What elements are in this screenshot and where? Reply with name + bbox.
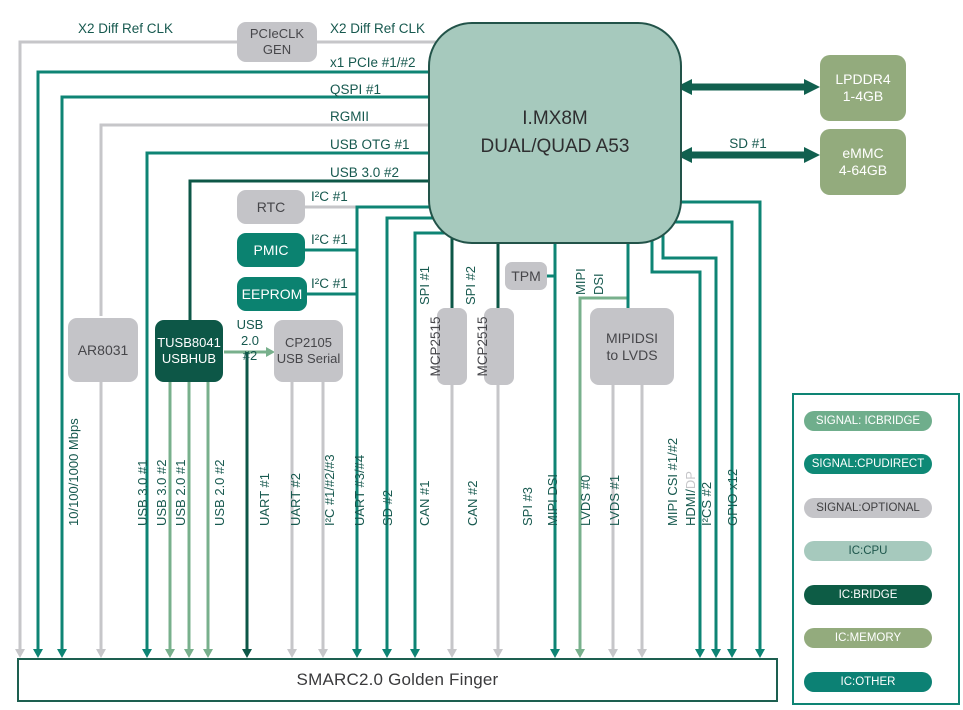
mipidsi-to-lvds-box: MIPIDSI to LVDS (590, 308, 674, 385)
mipi-dsi-bus-label-line2: DSI (591, 273, 606, 295)
lvds0-label: LVDS #0 (578, 474, 593, 526)
spi3-label: SPI #3 (520, 486, 535, 526)
gpio-label: GPIO x12 (725, 468, 740, 526)
mcp2515-label-2: MCP2515 (475, 316, 490, 377)
sd2-label: SD #2 (380, 489, 395, 526)
mcp2515-label-1: MCP2515 (428, 316, 443, 377)
i2c-rtc-label: I²C #1 (311, 189, 348, 204)
legend-ic-memory: IC:MEMORY (804, 628, 932, 648)
pmic-box: PMIC (237, 233, 305, 267)
usb20-1-label: USB 2.0 #1 (173, 459, 188, 526)
tusb8041-hub-box: TUSB8041 USBHUB (155, 320, 223, 382)
usb30-1-label: USB 3.0 #1 (135, 459, 150, 526)
usb-otg-label: USB OTG #1 (330, 137, 410, 152)
tpm-box: TPM (505, 262, 547, 290)
x2-diff-ref-clk-right-label: X2 Diff Ref CLK (330, 21, 426, 36)
mipicsi-label: MIPI CSI #1/#2 (665, 437, 680, 526)
cp2105-box: CP2105 USB Serial (274, 320, 343, 382)
rtc-box: RTC (237, 190, 305, 224)
rgmii-label: RGMII (330, 109, 369, 124)
i2c-eeprom-label: I²C #1 (311, 276, 348, 291)
cpu-box: I.MX8M DUAL/QUAD A53 (428, 22, 682, 244)
legend-signal-cpudirect: SIGNAL:CPUDIRECT (804, 454, 932, 474)
lpddr4-box: LPDDR4 1-4GB (820, 55, 906, 121)
spi2-label: SPI #2 (463, 265, 478, 305)
mbps-label: 10/100/1000 Mbps (66, 418, 81, 526)
mipidsi-bottom-label: MIPI DSI (545, 473, 560, 526)
i2c123-label: I²C #1/#2/#3 (322, 454, 337, 526)
can1-label: CAN #1 (417, 480, 432, 526)
hdmi-dp-label: HDMI/DP (683, 471, 698, 526)
legend-ic-bridge: IC:BRIDGE (804, 585, 932, 605)
sd1-label: SD #1 (729, 136, 767, 151)
spi1-label: SPI #1 (417, 265, 432, 305)
ar8031-box: AR8031 (68, 318, 138, 382)
smarc-golden-finger: SMARC2.0 Golden Finger (17, 658, 778, 702)
usb30-2-label: USB 3.0 #2 (154, 459, 169, 526)
emmc-box: eMMC 4-64GB (820, 129, 906, 195)
i2c-pmic-label: I²C #1 (311, 232, 348, 247)
usb20-2-label: USB 2.0 #2 (212, 459, 227, 526)
uart1-label: UART #1 (257, 473, 272, 526)
lvds1-label: LVDS #1 (607, 474, 622, 526)
qspi-label: QSPI #1 (330, 82, 382, 97)
can2-label: CAN #2 (465, 480, 480, 526)
legend-signal-optional: SIGNAL:OPTIONAL (804, 498, 932, 518)
eeprom-box: EEPROM (237, 277, 307, 311)
legend-ic-other: IC:OTHER (804, 672, 932, 692)
legend-ic-cpu: IC:CPU (804, 541, 932, 561)
mipi-dsi-bus-label-line1: MIPI (573, 268, 588, 295)
pcie-label: x1 PCIe #1/#2 (330, 55, 416, 70)
usb30-2-bus-label: USB 3.0 #2 (330, 165, 400, 180)
uart34-label: UART #3/#4 (352, 454, 367, 526)
usb20-2-bridge-label: USB 2.0 #2 (236, 317, 264, 364)
uart2-label: UART #2 (288, 473, 303, 526)
pcieclk-gen-box: PCIeCLK GEN (237, 22, 317, 62)
x2-diff-ref-clk-left-label: X2 Diff Ref CLK (78, 21, 174, 36)
i2cs-label: I²CS #2 (699, 481, 714, 526)
legend-signal-icbridge: SIGNAL: ICBRIDGE (804, 411, 932, 431)
